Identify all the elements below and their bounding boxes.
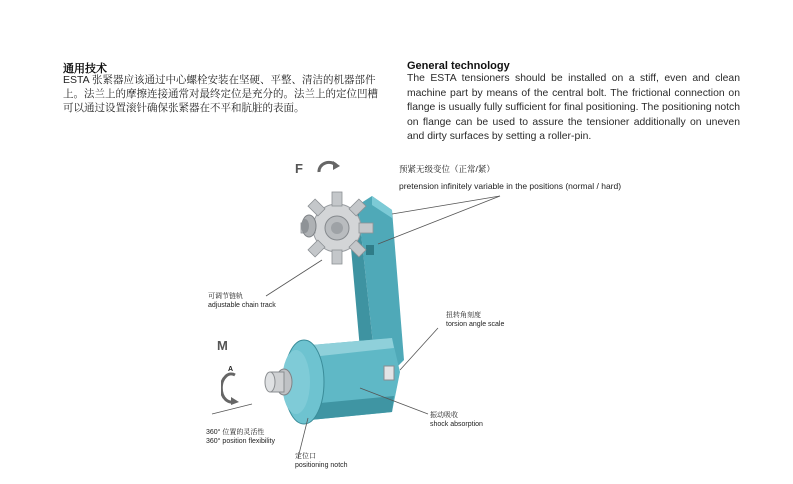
chain-track-label-en: adjustable chain track [208, 302, 276, 309]
torsion-label-en: torsion angle scale [446, 321, 505, 328]
angle-letter: A [228, 366, 234, 373]
chain-track-label-cn: 可调节链轨 [208, 293, 243, 300]
position-label-en: 360° position flexibility [206, 438, 275, 445]
notch-label-en: positioning notch [295, 462, 348, 469]
shock-label-cn: 振动吸收 [430, 412, 458, 419]
tensioner-cylinder [265, 338, 400, 424]
pretension-label-cn: 预紧无级变位（正常/紧） [399, 164, 495, 174]
english-body: The ESTA tensioners should be installed on a stiff, even and clean machine part by means of the central bolt. The frictional connection on flange is usually fully sufficient for final positioning. The positioning notch on flange can be used to assure the tensioner additionally on uneven and dirty surfaces by setting a roller-pin. [407, 73, 740, 143]
position-label-cn: 360° 位置的灵活性 [206, 429, 265, 436]
moment-letter: M [217, 338, 228, 353]
sprocket [301, 192, 373, 264]
chinese-body: ESTA 张紧器应该通过中心螺栓安装在坚硬、平整、清洁的机器部件上。法兰上的摩擦连接通常对最终定位是充分的。法兰上的定位凹槽可以通过设置滚针确保张紧器在不平和肮脏的表面。 [63, 74, 378, 114]
rotate-arrow-icon [316, 158, 342, 176]
english-title: General technology [407, 60, 510, 72]
torsion-label-cn: 扭转角刻度 [446, 312, 481, 319]
pretension-label-en: pretension infinitely variable in the positions (normal / hard) [399, 181, 622, 191]
force-letter: F [295, 161, 303, 176]
notch-label-cn: 定位口 [295, 453, 316, 460]
shock-label-en: shock absorption [430, 421, 483, 428]
chinese-title: 通用技术 [63, 63, 107, 75]
rotate-arrow-icon [221, 371, 241, 405]
